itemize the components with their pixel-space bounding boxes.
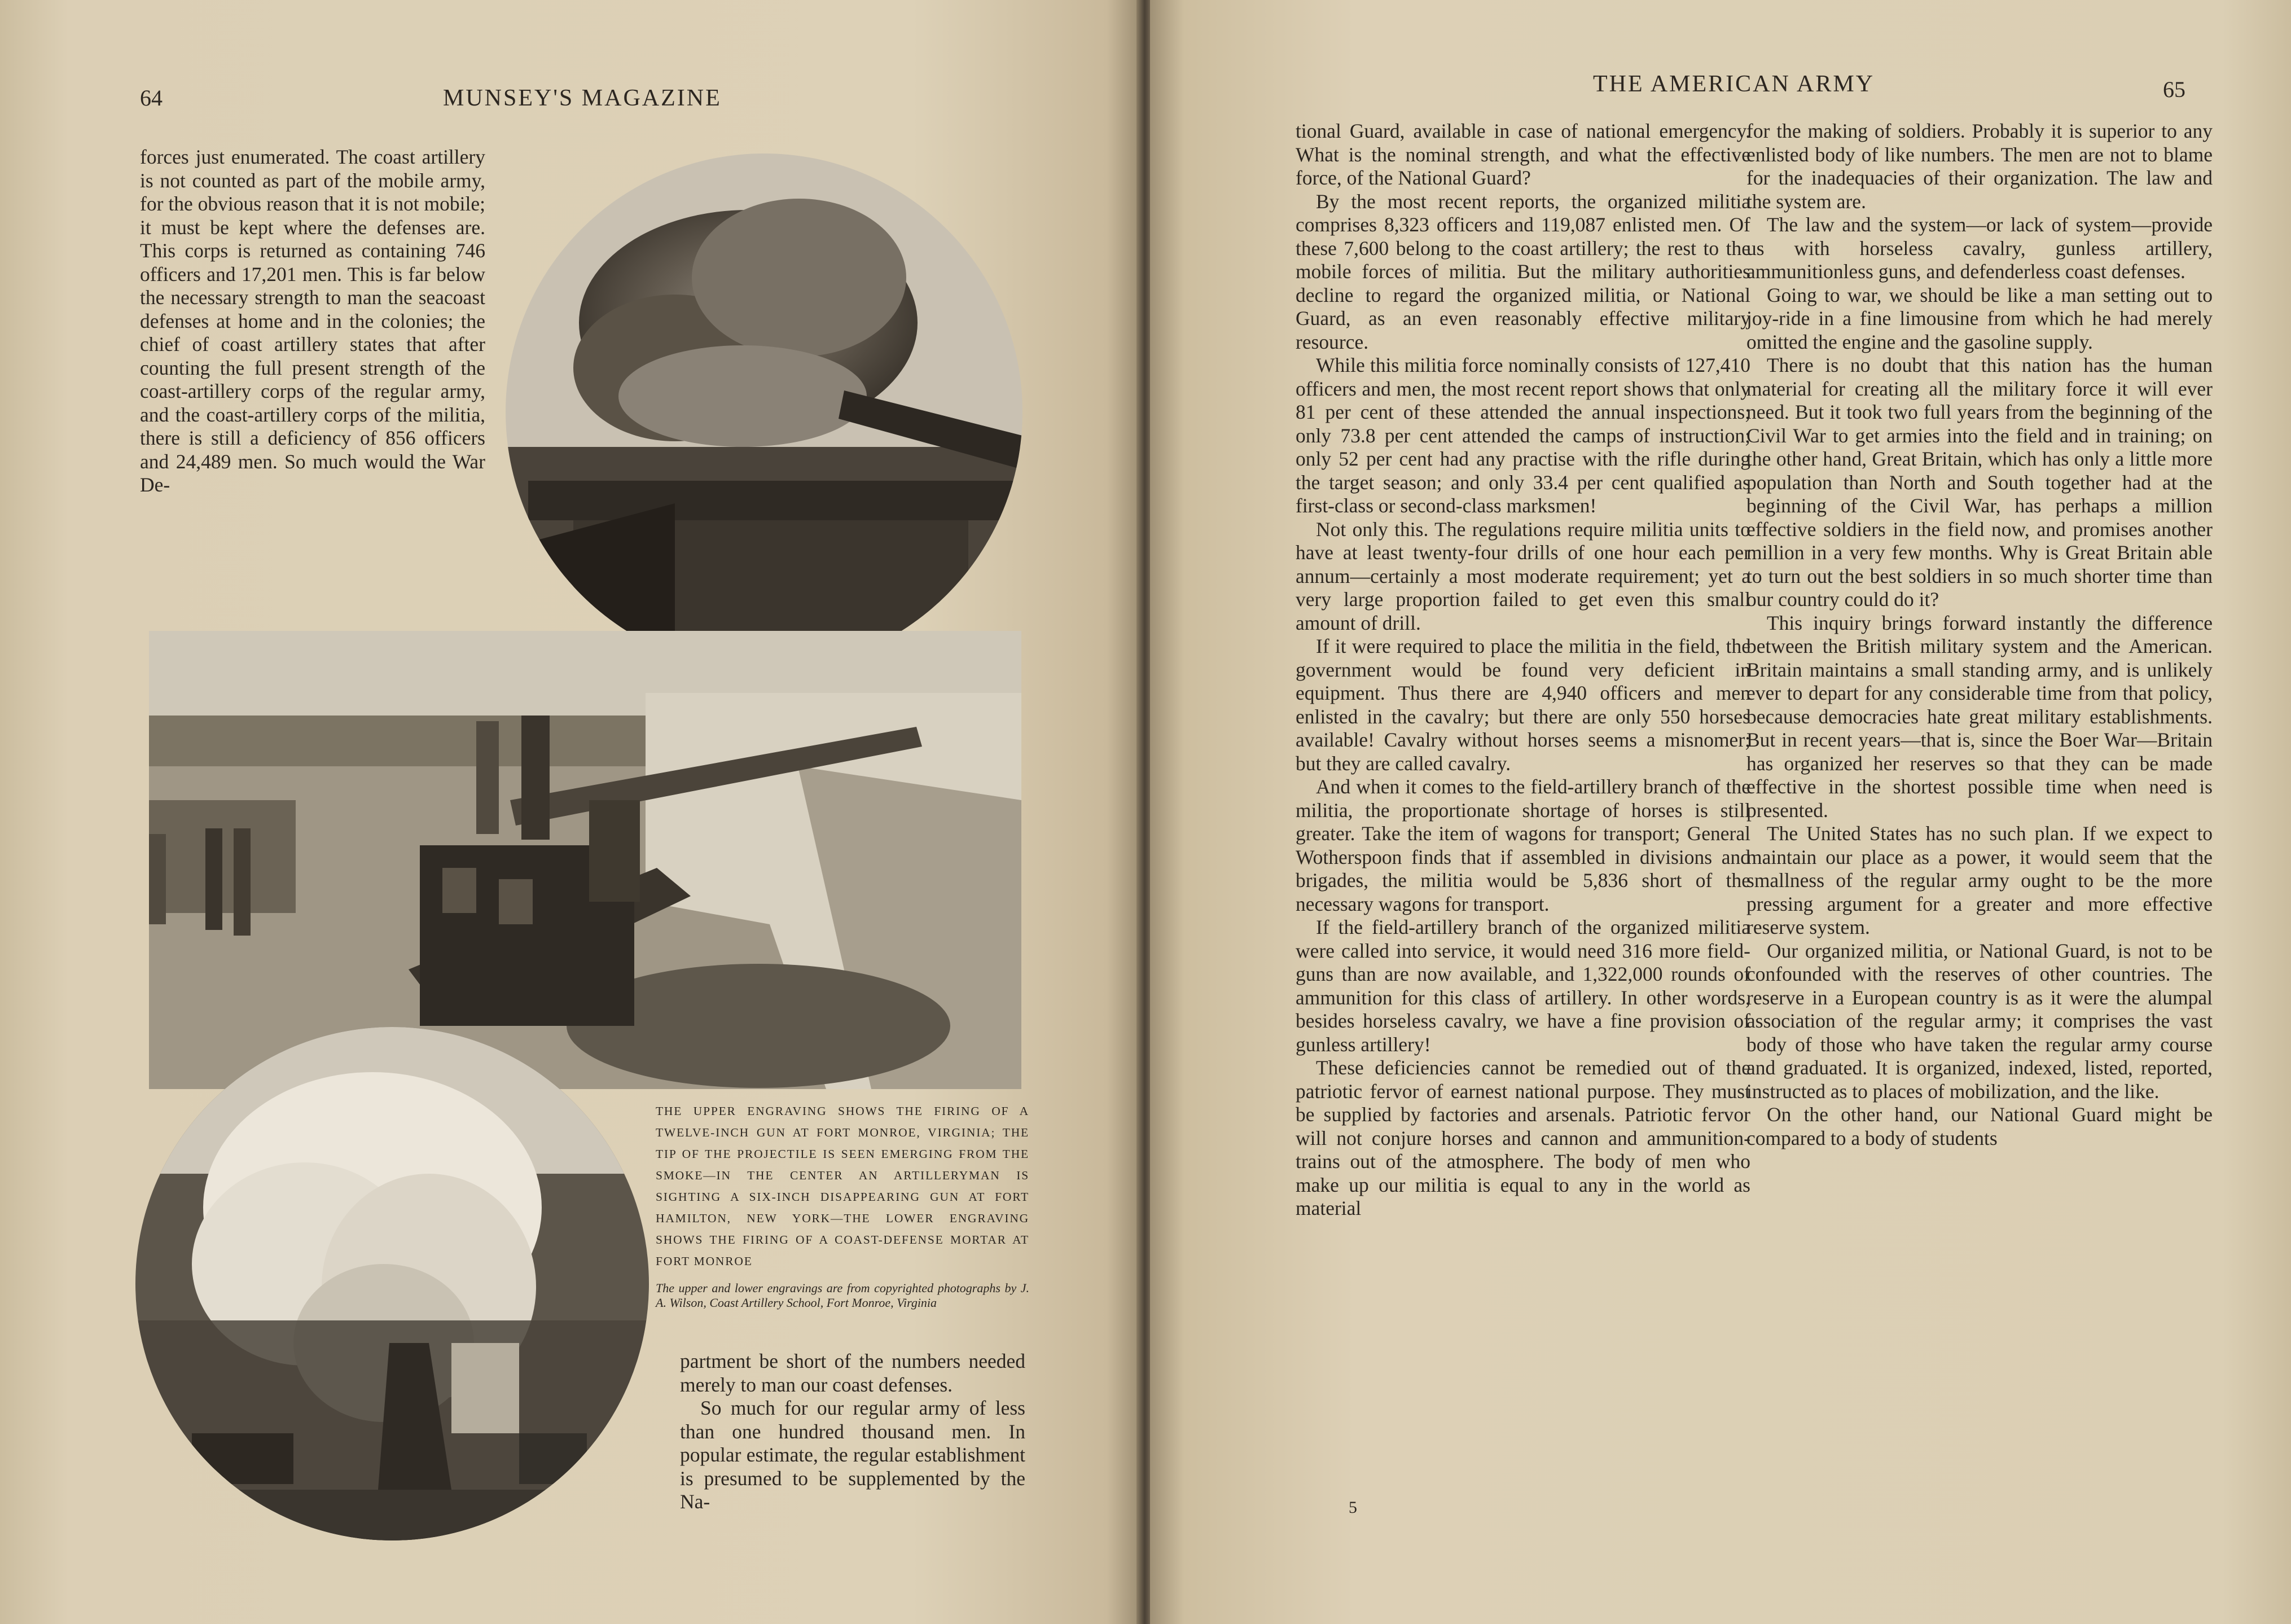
page-number-left: 64 (140, 85, 163, 111)
paragraph: for the making of soldiers. Probably it is superior to any enlisted body of like numbers. The men are not to blame for the inadequacies of their organization. The law and the system are. (1746, 120, 2213, 213)
paragraph: These deficiencies cannot be remedied out of the patriotic fervor of earnest national purpose. They must be supplied by factories and arsenals. Patriotic fervor will not conjure horses and cannon and ammunition-trains out of the atmosphere. The body of men who make up our militia is equal to any in the world as material (1296, 1056, 1750, 1219)
photo-credit: The upper and lower engravings are from copyrighted photographs by J. A. Wilson, Coast Artillery School, Fort Monroe, Virginia (656, 1281, 1029, 1310)
paragraph: Our organized militia, or National Guard, is not to be confounded with the reserves of other countries. The reserve in a European country is as it were the alumpal association of the regular army; it comprises the vast body of those who have taken the regular army course and graduated. It is organized, indexed, listed, reported, instructed as to places of mobilization, and the like. (1746, 939, 2213, 1103)
photo-twelve-inch-gun (506, 153, 1022, 670)
right-column-2 (1746, 120, 2213, 1150)
right-page (1150, 0, 2291, 1624)
paragraph: On the other hand, our National Guard might be compared to a body of students (1746, 1103, 2213, 1149)
paragraph: partment be short of the numbers needed merely to man our coast defenses. (680, 1350, 1025, 1396)
paragraph: This inquiry brings forward instantly the difference between the British military system and the American. Britain maintains a small standing army, and is unlikely ever to depart for any considerable time from that policy, because democracies hate great military establishments. But in recent years—that is, since the Boer War—Britain has organized her reserves so that they can be made effective in the shortest possible time when need is presented. (1746, 611, 2213, 822)
running-head-right: THE AMERICAN ARMY (1593, 71, 1875, 97)
paragraph: tional Guard, available in case of national emergency. What is the nominal strength, and what the effective force, of the National Guard? (1296, 120, 1750, 189)
photo-coast-defense-mortar (135, 1027, 649, 1540)
paragraph: By the most recent reports, the organized militia comprises 8,323 officers and 119,087 enlisted men. Of these 7,600 belong to the coast artillery; the rest to the mobile forces of militia. But the military authorities decline to regard the organized militia, or National Guard, as an even reasonably effective military resource. (1296, 190, 1750, 353)
running-head-left: MUNSEY'S MAGAZINE (443, 85, 722, 111)
paragraph: If it were required to place the militia in the field, the government would be found very deficient in equipment. Thus there are 4,940 officers and men enlisted in the cavalry; but there are only 550 horses available! Cavalry without horses seems a misnomer; but they are called cavalry. (1296, 635, 1750, 775)
paragraph: If the field-artillery branch of the organized militia were called into service, it would need 316 more field-guns than are now available, and 1,322,000 rounds of ammunition for this class of artillery. In other words, besides horseless cavalry, we have a fine provision of gunless artillery! (1296, 916, 1750, 1056)
paragraph: The law and the system—or lack of system—provide us with horseless cavalry, gunless artillery, ammunitionless guns, and defenderless coast defenses. (1746, 213, 2213, 283)
paragraph: And when it comes to the field-artillery branch of the militia, the proportionate shortage of horses is still greater. Take the item of wagons for transport; General Wotherspoon finds that if assembled in divisions and brigades, the militia would be 5,836 short of the necessary wagons for transport. (1296, 775, 1750, 915)
paragraph: There is no doubt that this nation has the human material for creating all the military force it will ever need. But it took two full years from the beginning of the Civil War to get armies into the field and in training; on the other hand, Great Britain, which has only a little more population than North and South together had at the beginning of the Civil War, has perhaps a million effective soldiers in the field now, and promises another million in a very few months. Why is Great Britain able to turn out the best soldiers in so much shorter time than our country could do it? (1746, 354, 2213, 611)
left-column-bottom (680, 1350, 1025, 1514)
paragraph: Not only this. The regulations require militia units to have at least twenty-four drills of one hour each per annum—certainly a most moderate requirement; yet a very large proportion failed to get even this small amount of drill. (1296, 517, 1750, 634)
right-column-1 (1296, 120, 1750, 1221)
signature-mark: 5 (1349, 1498, 1357, 1517)
left-column-top (140, 146, 485, 497)
paragraph: While this militia force nominally consists of 127,410 officers and men, the most recent report shows that only 81 per cent of these attended the annual inspections; only 73.8 per cent attended the camps of instruction; only 52 per cent had any practise with the rifle during the target season; and only 33.4 per cent qualified as first-class or second-class marksmen! (1296, 354, 1750, 517)
paragraph: The United States has no such plan. If we expect to maintain our place as a power, it would seem that the smallness of the regular army ought to be the more pressing argument for a greater and more effective reserve system. (1746, 822, 2213, 938)
photo-disappearing-gun (149, 631, 1021, 1089)
photo-caption: THE UPPER ENGRAVING SHOWS THE FIRING OF A TWELVE-INCH GUN AT FORT MONROE, VIRGINIA; THE TIP OF THE PROJECTILE IS SEEN EMERGING FROM THE SMOKE—IN THE CENTER AN ARTILLERYMAN IS SIGHTING A SIX-INCH DISAPPEARING GUN AT FORT HAMILTON, NEW YORK—THE LOWER ENGRAVING SHOWS THE FIRING OF A COAST-DEFENSE MORTAR AT FORT MONROE (656, 1104, 1029, 1268)
left-page (0, 0, 1141, 1624)
paragraph: So much for our regular army of less than one hundred thousand men. In popular estimate, the regular establishment is presumed to be supplemented by the Na- (680, 1397, 1025, 1513)
page-number-right: 65 (2163, 77, 2185, 102)
paragraph: Going to war, we should be like a man setting out to joy-ride in a fine limousine from which he had merely omitted the engine and the gasoline supply. (1746, 283, 2213, 353)
paragraph: forces just enumerated. The coast artillery is not counted as part of the mobile army, for the obvious reason that it is not mobile; it must be kept where the defenses are. This corps is returned as containing 746 officers and 17,201 men. This is far below the necessary strength to man the seacoast defenses at home and in the colonies; the chief of coast artillery states that after counting the full present strength of the coast-artillery corps of the regular army, and the coast-artillery corps of the militia, there is still a deficiency of 856 officers and 24,489 men. So much would the War De- (140, 146, 485, 496)
